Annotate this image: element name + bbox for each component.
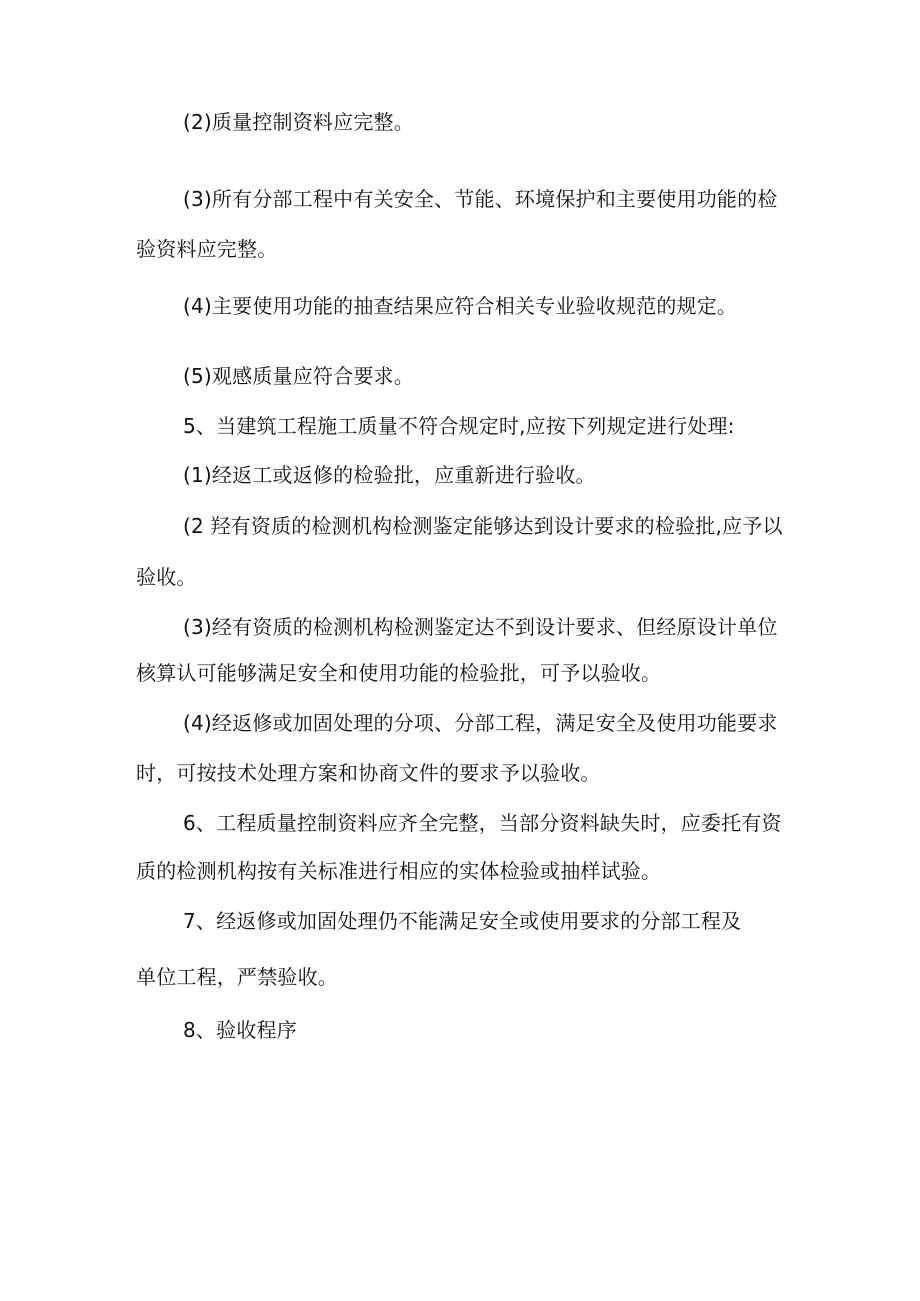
- paragraph-line: 单位工程，严禁验收。: [136, 965, 338, 989]
- paragraph-line: (3)经有资质的检测机构检测鉴定达不到设计要求、但经原设计单位: [183, 615, 778, 639]
- paragraph-line: 核算认可能够满足安全和使用功能的检验批，可予以验收。: [136, 661, 662, 685]
- paragraph-line: (5)观感质量应符合要求。: [183, 364, 414, 388]
- paragraph-line: 验资料应完整。: [136, 237, 278, 261]
- paragraph-line: (2)质量控制资料应完整。: [183, 110, 414, 134]
- paragraph-line: 质的检测机构按有关标准进行相应的实体检验或抽样试验。: [136, 859, 662, 883]
- section-heading-8: 8、验收程序: [183, 1018, 297, 1042]
- paragraph-line: (2 羟有资质的检测机构检测鉴定能够达到设计要求的检验批,应予以: [183, 514, 783, 538]
- paragraph-line: (4)主要使用功能的抽查结果应符合相关专业验收规范的规定。: [183, 294, 738, 318]
- paragraph-line: 时，可按技术处理方案和协商文件的要求予以验收。: [136, 761, 601, 785]
- paragraph-line: (3)所有分部工程中有关安全、节能、环境保护和主要使用功能的检: [183, 187, 778, 211]
- section-heading-5: 5、当建筑工程施工质量不符合规定时,应按下列规定进行处理:: [183, 414, 735, 438]
- paragraph-line: (1)经返工或返修的检验批，应重新进行验收。: [183, 463, 596, 487]
- section-heading-6: 6、工程质量控制资料应齐全完整，当部分资料缺失时，应委托有资: [183, 811, 782, 835]
- section-heading-7: 7、经返修或加固处理仍不能满足安全或使用要求的分部工程及: [183, 909, 742, 933]
- paragraph-line: (4)经返修或加固处理的分项、分部工程，满足安全及使用功能要求: [183, 711, 778, 735]
- paragraph-line: 验收。: [136, 565, 197, 589]
